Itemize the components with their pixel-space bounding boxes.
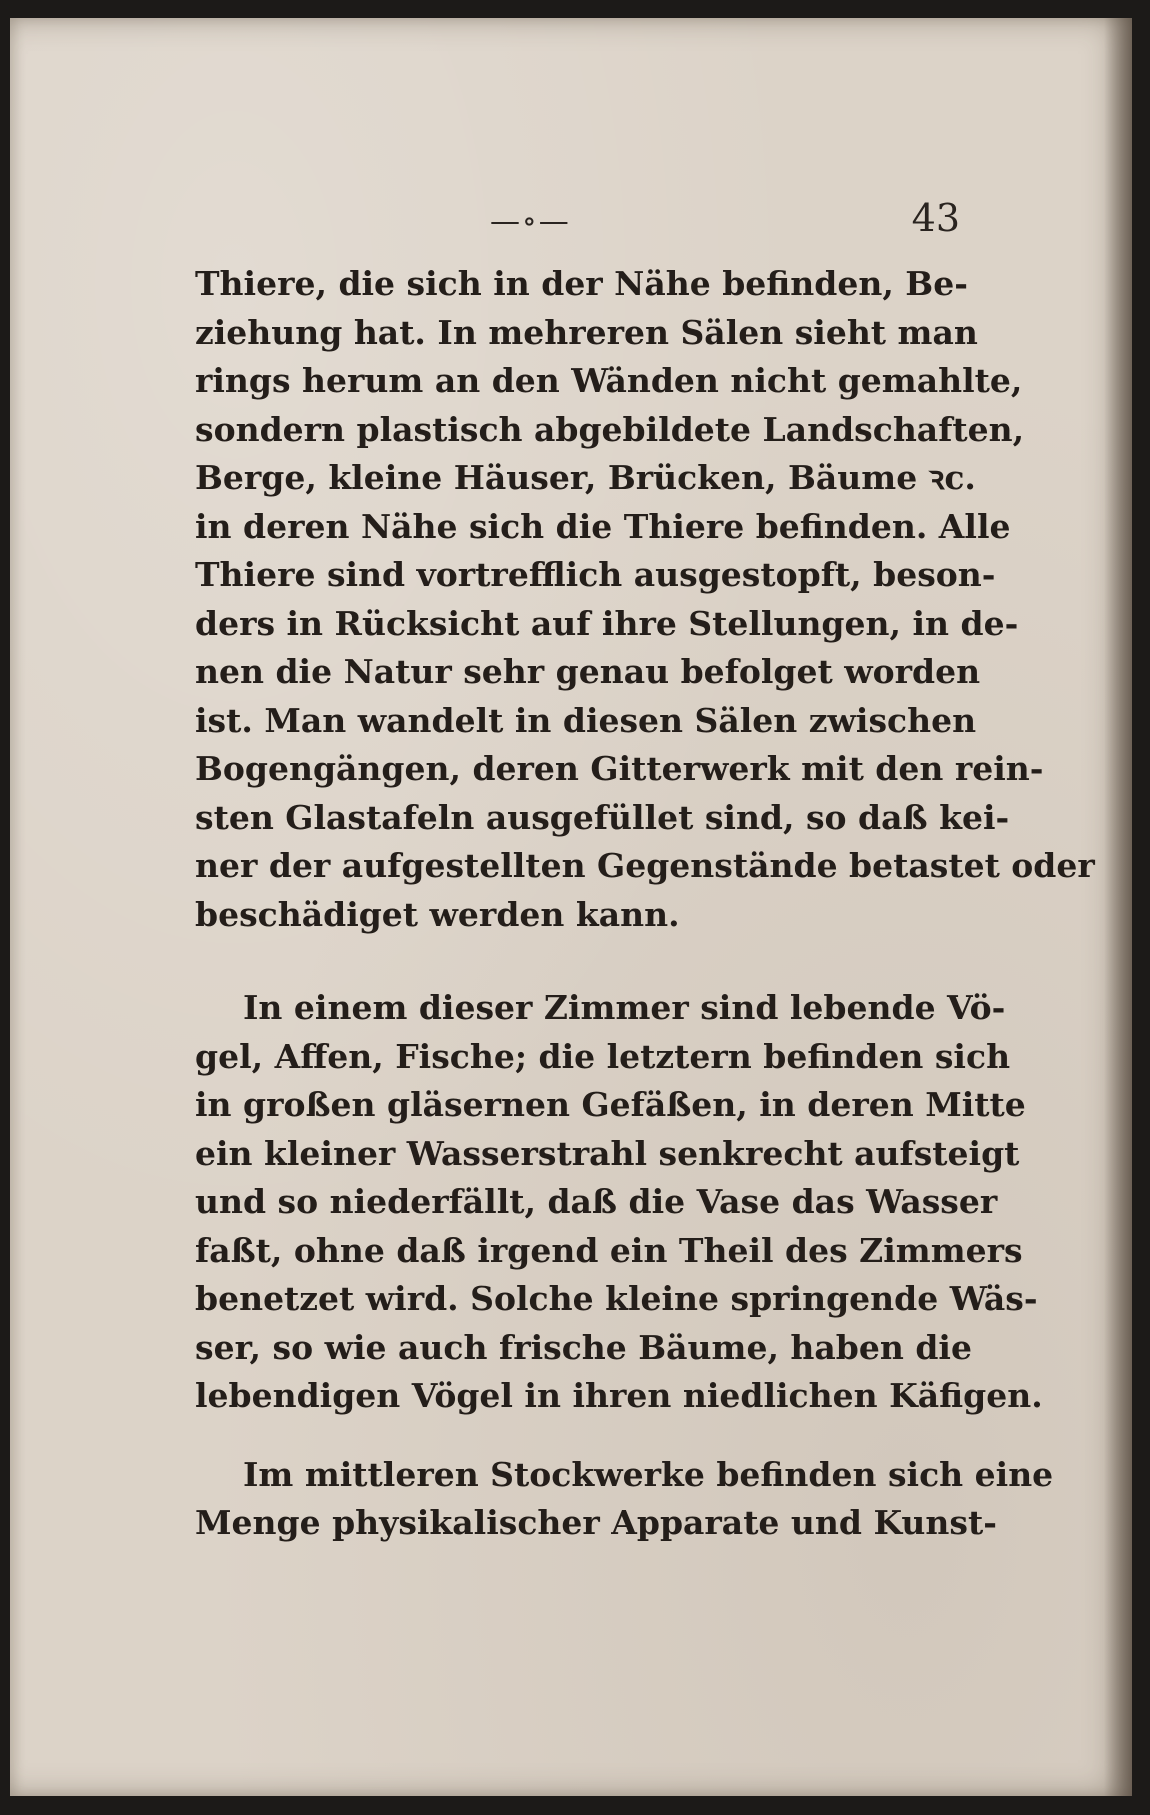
paragraph-3 <box>195 1451 1054 1548</box>
text-line: Menge physikalischer Apparate und Kunst- <box>195 1503 997 1542</box>
text-line: ist. Man wandelt in diesen Sälen zwischen <box>195 700 977 740</box>
book-page <box>10 18 1132 1796</box>
page-number: 43 <box>911 196 960 240</box>
text-line: gel, Affen, Fische; die letztern befinden sich <box>195 1036 1011 1076</box>
text-line: nen die Natur sehr genau befolget worden <box>195 652 981 691</box>
text-line: Bogengängen, deren Gitterwerk mit den rein- <box>195 749 1044 788</box>
text-line: ser, so wie auch frische Bäume, haben die <box>195 1327 972 1367</box>
text-line: Thiere, die sich in der Nähe befinden, Be- <box>195 264 968 303</box>
text-line: und so niederfällt, daß die Vase das Wasser <box>195 1182 998 1221</box>
text-line: benetzet wird. Solche kleine springende Wäs- <box>195 1279 1038 1318</box>
text-line: sten Glastafeln ausgefüllet sind, so daß kei- <box>195 797 1010 837</box>
page-spine-shadow <box>1104 18 1132 1796</box>
paragraph-2 <box>195 984 1043 1421</box>
text-line: faßt, ohne daß irgend ein Theil des Zimmers <box>195 1230 1023 1270</box>
text-line: Berge, kleine Häuser, Brücken, Bäume ꝛc. <box>195 458 976 497</box>
text-line: in deren Nähe sich die Thiere befinden. Alle <box>195 506 1011 546</box>
text-line: ziehung hat. In mehreren Sälen sieht man <box>195 312 978 352</box>
text-line: in großen gläsernen Gefäßen, in deren Mitte <box>195 1085 1026 1124</box>
header-ornament: —∘— <box>490 204 571 239</box>
text-line: Im mittleren Stockwerke befinden sich eine <box>243 1454 1054 1494</box>
text-line: ner der aufgestellten Gegenstände betastet oder <box>195 846 1095 885</box>
body-text <box>195 260 1095 1548</box>
text-line: Thiere sind vortrefflich ausgestopft, beson- <box>195 555 996 594</box>
text-line: ein kleiner Wasserstrahl senkrecht aufsteigt <box>195 1133 1020 1173</box>
paragraph-gap <box>195 939 965 984</box>
text-line: lebendigen Vögel in ihren niedlichen Käfigen. <box>195 1376 1043 1415</box>
text-line: ders in Rücksicht auf ihre Stellungen, in de- <box>195 603 1019 643</box>
text-line: beschädiget werden kann. <box>195 894 680 934</box>
paragraph-gap <box>195 1421 965 1451</box>
paragraph-1 <box>195 260 1095 939</box>
page-header <box>160 196 960 256</box>
text-line: sondern plastisch abgebildete Landschaften, <box>195 409 1025 449</box>
text-line: In einem dieser Zimmer sind lebende Vö- <box>243 988 1006 1027</box>
text-line: rings herum an den Wänden nicht gemahlte, <box>195 361 1023 400</box>
